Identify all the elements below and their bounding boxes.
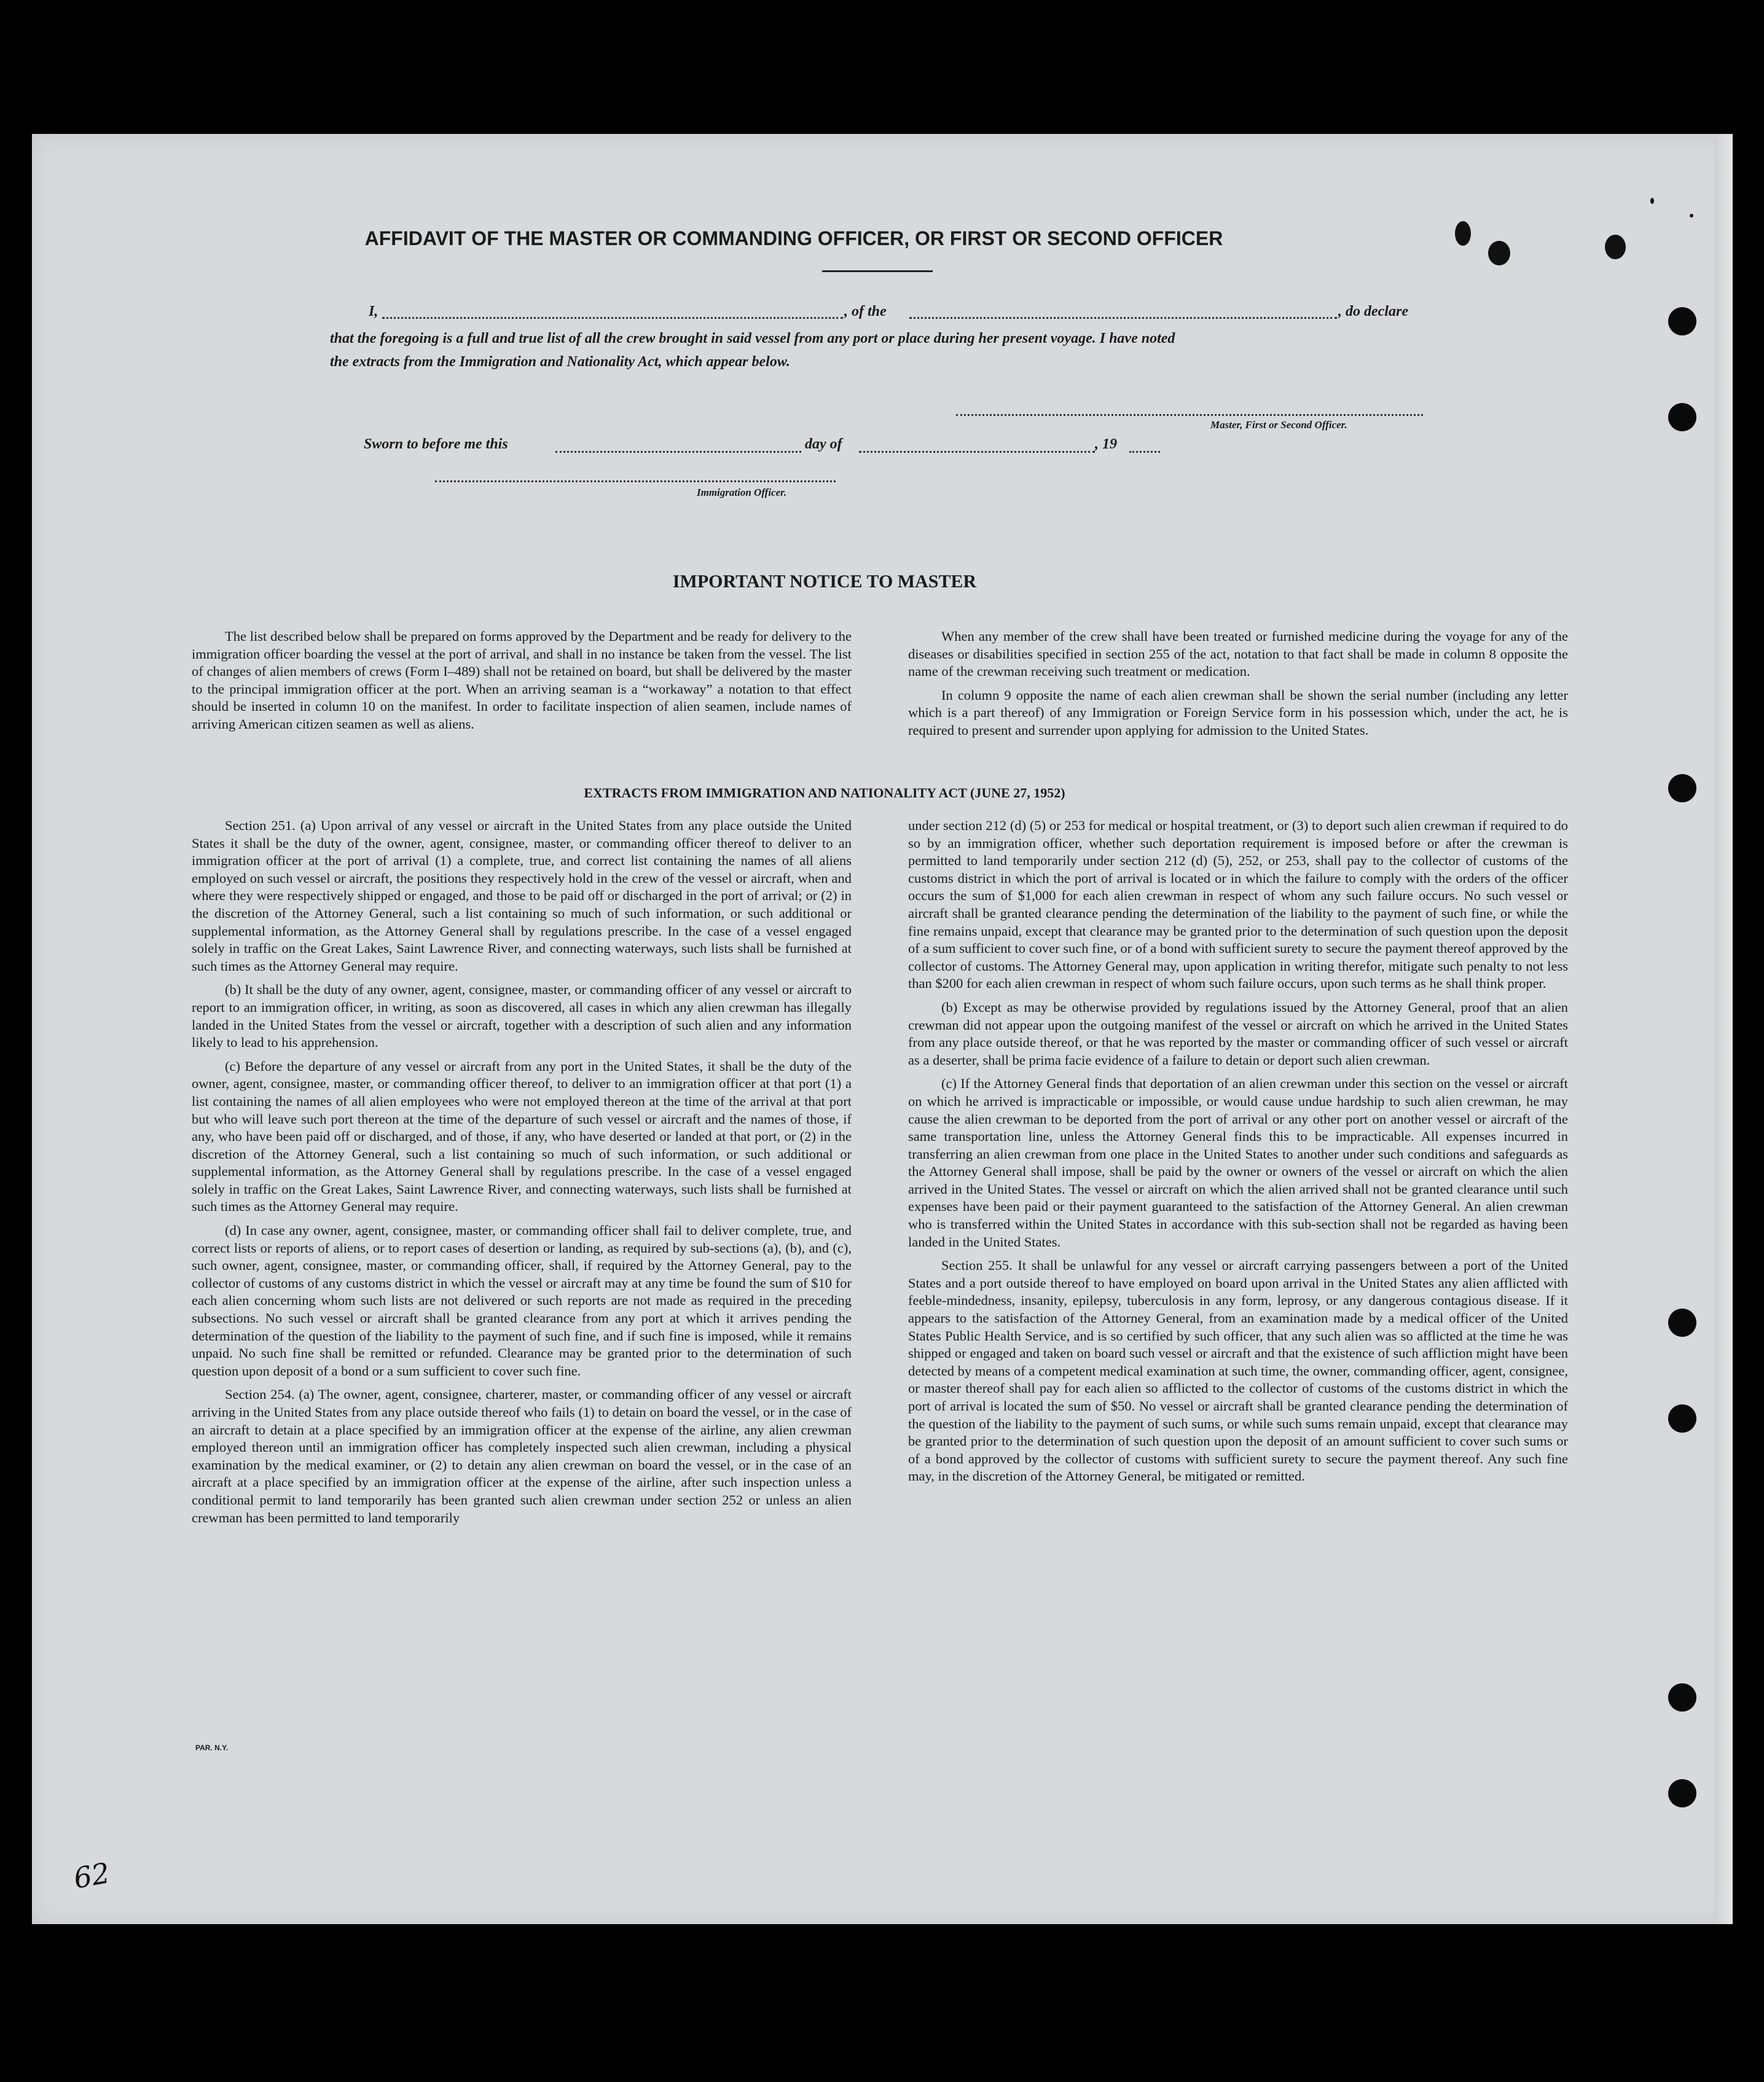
notice-title: IMPORTANT NOTICE TO MASTER — [672, 571, 977, 592]
punch-hole — [1668, 1779, 1696, 1807]
notice-right-text-1: When any member of the crew shall have been treated or furnished medicine during the voyage for any of the diseases or disabilities specified in section 255 of the act, notation to that fact shall be made in column 8 opposite the name of the crewman receiving such treatment or medication. — [908, 628, 1568, 679]
declarant-name-field[interactable] — [382, 317, 843, 319]
punch-hole — [1668, 1404, 1696, 1433]
section-251-d: (d) In case any owner, agent, consignee, master, or commanding officer shall fail to deliver complete, true, and correct lists or reports of aliens, or to report cases of desertion or landing, as required by sub-sections (a), (b), and (c), such owner, agent, consignee, master, or commanding officer, shall, if required by the Attorney General, pay to the collector of customs of any customs district in which the vessel or aircraft may at any time be found the sum of $10 for each alien concerning whom such lists are not delivered or such reports are not made as required in the preceding subsections. No such vessel or aircraft shall be granted clearance from any port at which it arrives pending the determination of the question of the liability to the payment of such fine, and if such fine is imposed, while it remains unpaid. No such fine shall be remitted or refunded. Clearance may be granted prior to the determination of such question upon deposit of a bond or a sum sufficient to cover such fine. — [192, 1223, 852, 1379]
declarant-label: I, — [369, 303, 378, 319]
punch-hole — [1668, 774, 1696, 802]
punch-hole — [1668, 1309, 1696, 1337]
punch-hole — [1668, 307, 1696, 335]
section-254-b: (b) Except as may be otherwise provided by regulations issued by the Attorney General, proof that an alien crewman did not appear upon the outgoing manifest of the vessel or aircraft on which he arrived in the United States from any place outside thereof, or that he was reported by the master or commanding officer of such vessel or aircraft as a deserter, shall be prima facie evidence of a failure to detain or deport such alien crewman. — [908, 999, 1568, 1068]
master-signature-label: Master, First or Second Officer. — [1210, 419, 1347, 431]
affidavit-line-3: the extracts from the Immigration and Nationality Act, which appear below. — [330, 354, 790, 370]
declare-label: , do declare — [1338, 303, 1408, 319]
section-251-c: (c) Before the departure of any vessel or aircraft from any port in the United States, it shall be the duty of the owner, agent, consignee, master, or commanding officer thereof, to deliver to an immigration officer at that port (1) a list containing the names of all alien employees who were not employed thereon at the time of the arrival at that port but who will leave such port thereon at the time of the departure of such vessel or aircraft and the names of those, if any, who have been paid off or discharged, and of those, if any, who have deserted or landed at that port, or (2) in the discretion of the Attorney General, such a list containing so much of such information, or such additional or supplemental information, as the Attorney General shall by regulations prescribe. In the case of a vessel engaged solely in traffic on the Great Lakes, Saint Lawrence River, and connecting waterways, such lists shall be furnished at such times as the Attorney General may require. — [192, 1058, 852, 1215]
notice-right — [908, 628, 1568, 746]
affidavit-line-2: that the foregoing is a full and true list of all the crew brought in said vessel from any port or place during her present voyage. I have noted — [330, 331, 1175, 346]
notice-left-text: The list described below shall be prepared on forms approved by the Department and be ready for delivery to the immigration officer boarding the vessel at the port of arrival, and shall in no instance be taken from the vessel. The list of changes of alien members of crews (Form I–489) shall not be retained on board, but shall be delivered by the master to the principal immigration officer at the port. When an arriving seaman is a “workaway” a notation to that effect should be inserted in column 10 on the manifest. In order to facilitate inspection of alien seamen, include names of arriving American citizen seamen as well as aliens. — [192, 628, 852, 732]
extracts-left-column — [192, 817, 852, 1533]
ink-spot — [1650, 198, 1654, 204]
punch-hole — [1668, 403, 1696, 431]
immigration-officer-label: Immigration Officer. — [697, 487, 787, 498]
ink-spot — [1605, 235, 1626, 259]
vessel-name-field[interactable] — [909, 317, 1337, 319]
affidavit-title: AFFIDAVIT OF THE MASTER OR COMMANDING OFFICER, OR FIRST OR SECOND OFFICER — [364, 227, 1223, 249]
sworn-month-field[interactable] — [859, 451, 1095, 453]
of-the-label: , of the — [844, 303, 887, 319]
ink-spot — [1690, 214, 1693, 217]
section-254-c: (c) If the Attorney General finds that deportation of an alien crewman under this section on the vessel or aircraft on which he arrived is impracticable or impossible, or would cause undue hardship to such alien crewman, he may cause the alien crewman to be deported from the port of arrival or any other port on another vessel or aircraft of the same transportation line, unless the Attorney General finds this to be impracticable. All expenses incurred in transferring an alien crewman from one place in the United States to another under such conditions and safeguards as the Attorney General shall impose, shall be paid by the owner or owners of the vessel or aircraft on which the alien arrived in the United States. The vessel or aircraft on which the alien arrived shall not be granted clearance until such expenses have been paid or their payment guaranteed to the satisfaction of the Attorney General. An alien crewman who is transferred within the United States in accordance with this sub-section shall not be regarded as having been landed in the United States. — [908, 1076, 1568, 1250]
sworn-year-field[interactable] — [1129, 451, 1160, 453]
notice-right-text-2: In column 9 opposite the name of each alien crewman shall be shown the serial number (including any letter which is a part thereof) of any Immigration or Foreign Service form in his possession which, under the act, he is required to present and surrender upon applying for admission to the United States. — [908, 687, 1568, 738]
master-signature-field[interactable] — [956, 414, 1423, 416]
section-251-b: (b) It shall be the duty of any owner, agent, consignee, master, or commanding officer of any vessel or aircraft to report to an immigration officer, in writing, as soon as discovered, all cases in which any alien crewman has illegally landed in the United States from the vessel or aircraft, together with a description of such alien and any information likely to lead to his apprehension. — [192, 982, 852, 1051]
notice-left — [192, 628, 852, 740]
page-edge — [1714, 134, 1733, 1924]
sworn-label: Sworn to before me this — [364, 436, 508, 452]
section-251-a: Section 251. (a) Upon arrival of any vessel or aircraft in the United States from any place outside the United States it shall be the duty of the owner, agent, consignee, master, or commanding officer thereof to deliver to an immigration officer at the port of arrival (1) a complete, true, and correct list containing the names of all aliens employed on such vessel or aircraft, the positions they respectively hold in the crew of the vessel or aircraft, when and where they were respectively shipped or engaged, and those to be paid off or discharged in the port of arrival; or (2) in the discretion of the Attorney General, such a list containing so much of such information, or such additional or supplemental information, as the Attorney General shall by regulations prescribe. In the case of a vessel engaged solely in traffic on the Great Lakes, Saint Lawrence River, and connecting waterways, such lists shall be furnished at such times as the Attorney General may require. — [192, 818, 852, 974]
extracts-title: EXTRACTS FROM IMMIGRATION AND NATIONALITY ACT (JUNE 27, 1952) — [584, 785, 1065, 800]
punch-hole — [1668, 1683, 1696, 1712]
immigration-officer-signature-field[interactable] — [435, 480, 836, 482]
title-rule — [822, 270, 933, 272]
section-254-a-cont: under section 212 (d) (5) or 253 for medical or hospital treatment, or (3) to deport such alien crewman if required to do so by an immigration officer, whether such deportation requirement is imposed before or after the crewman is permitted to land temporarily under section 212 (d) (5), 252, or 253, shall pay to the collector of customs of the customs district in which the port of arrival is located or in which the failure to comply with the orders of the officer occurs the sum of $1,000 for each alien crewman in respect of whom any such failure occurs. No such vessel or aircraft shall be granted clearance pending the determination of the liability to the payment of such fine, or while the fine remains unpaid, except that clearance may be granted prior to the determination of such question upon the deposit of a sum sufficient to cover such fine, or of a bond with sufficient surety to secure the payment thereof approved by the collector of customs. The Attorney General may, upon application in writing therefor, mitigate such penalty to not less than $200 for each alien crewman in respect of whom such failure occurs, upon such terms as he shall think proper. — [908, 818, 1568, 992]
year-label: , 19 — [1095, 436, 1117, 452]
section-255: Section 255. It shall be unlawful for any vessel or aircraft carrying passengers between a port of the United States and a port outside thereof to have employed on board upon arrival in the United States any alien afflicted with feeble-mindedness, insanity, epilepsy, tuberculosis in any form, leprosy, or any dangerous contagious disease. If it appears to the satisfaction of the Attorney General, from an examination made by a medical officer of the United States Public Health Service, and is so certified by such officer, that any such alien was so afflicted at the time he was shipped or engaged and taken on board such vessel or aircraft and that the existence of such affliction might have been detected by means of a competent medical examination at such time, the owner, commanding officer, agent, consignee, or master thereof shall pay for each alien so afflicted to the collector of customs of the customs district in which the port of arrival is located the sum of $50. No vessel or aircraft shall be granted clearance pending the determination of the question of the liability to the payment of such sums, or while such sums remain unpaid, except that clearance may be granted prior to the determination of such question upon the deposit of an amount sufficient to cover such sums or of a bond approved by the collector of customs with sufficient surety to secure the payment thereof. Any such fine may, in the discretion of the Attorney General, be mitigated or remitted. — [908, 1258, 1568, 1484]
section-254-a: Section 254. (a) The owner, agent, consignee, charterer, master, or commanding officer of any vessel or aircraft arriving in the United States from any place outside thereof who fails (1) to detain on board the vessel, or in the case of an aircraft to detain at a place specified by an immigration officer at the expense of the airline, any alien crewman employed thereon until an immigration officer has completely inspected such alien crewman, including a physical examination by the medical examiner, or (2) to detain any alien crewman on board the vessel, or in the case of an aircraft at a place specified by an immigration officer at the expense of the airline, after such inspection unless a conditional permit to land temporarily has been granted such alien crewman under section 252 or unless an alien crewman has been permitted to land temporarily — [192, 1387, 852, 1525]
printer-mark: PAR. N.Y. — [195, 1743, 229, 1752]
handwritten-page-number: 62 — [71, 1856, 112, 1895]
sworn-day-field[interactable] — [555, 451, 801, 453]
extracts-right-column — [908, 817, 1568, 1492]
day-of-label: day of — [805, 436, 842, 452]
